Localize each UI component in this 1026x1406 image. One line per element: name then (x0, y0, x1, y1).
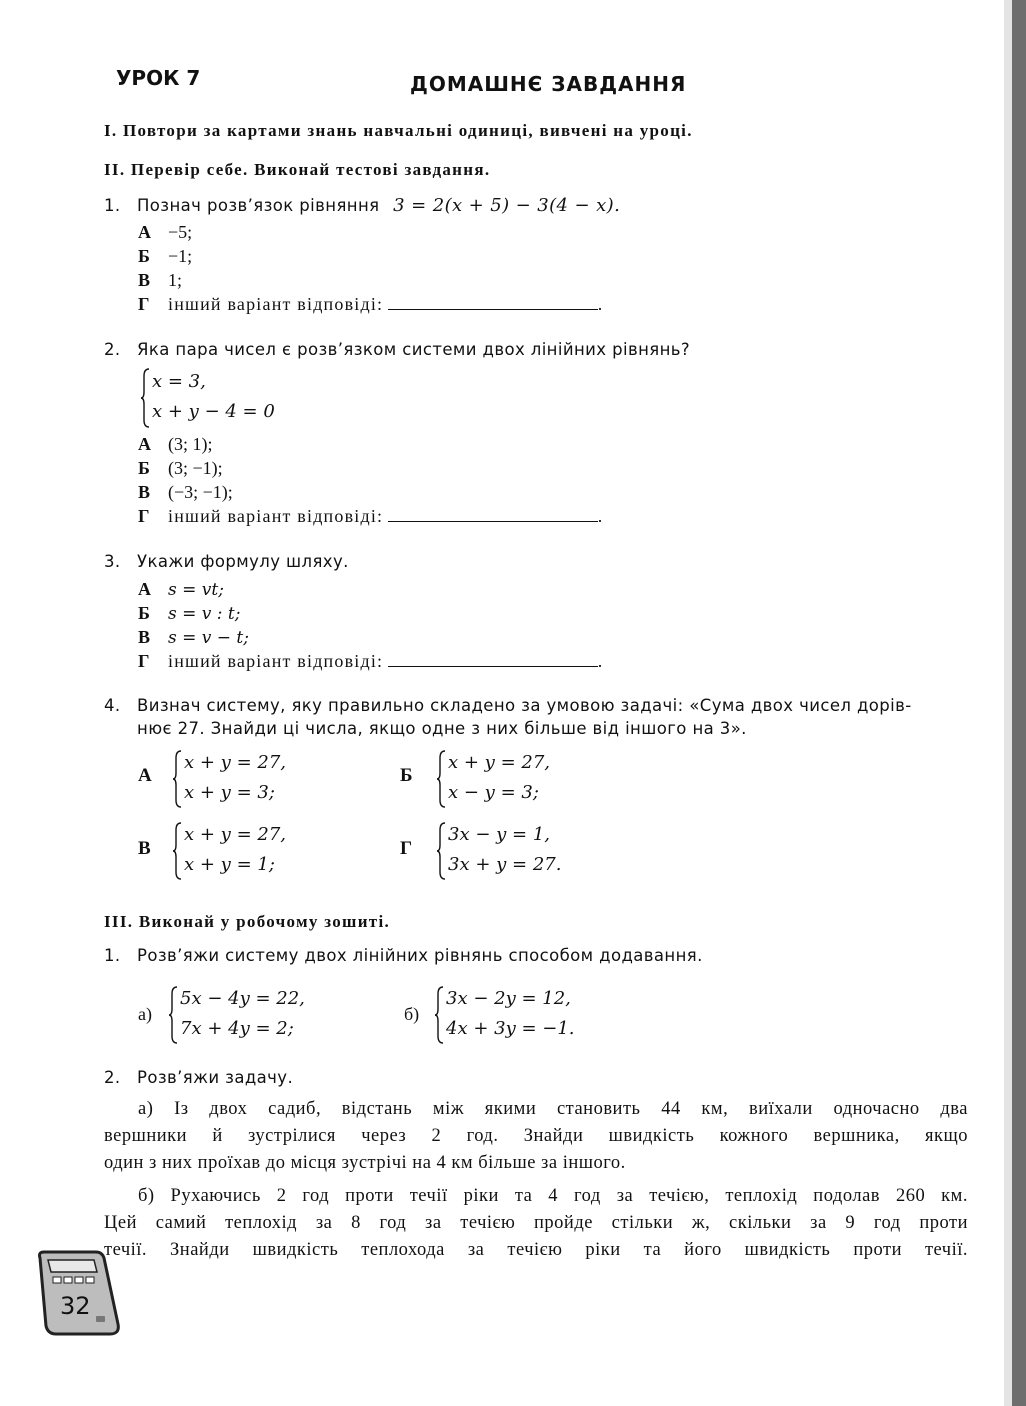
task-2b-line: б) Рухаючись 2 год проти течії ріки та 4 год за течією, теплохід подолав 260 км. (138, 1186, 968, 1206)
task-2b-line: течії. Знайди швидкість теплохода за течією ріки та його швидкість проти течії. (104, 1240, 968, 1260)
task-1b-label: б) (404, 1004, 420, 1024)
question-2-text: Яка пара чисел є розв’язком системи двох лінійних рівнянь? (137, 340, 691, 359)
page-number-badge (36, 1248, 122, 1338)
brace-icon (172, 750, 182, 808)
q4-option-a-system: x + y = 27, x + y = 3; (172, 750, 322, 808)
task-1a-label: а) (138, 1004, 152, 1024)
q1-option-a: А −5; (138, 222, 193, 242)
task-2: 2. Розв’яжи задачу. (104, 1068, 294, 1087)
answer-blank (388, 652, 598, 667)
task-2b-paragraph (104, 1183, 968, 1264)
question-1-equation: 3 = 2(x + 5) − 3(4 − x). (393, 195, 621, 216)
brace-icon (172, 822, 182, 880)
lesson-label: УРОК 7 (116, 66, 201, 90)
question-3: 3. Укажи формулу шляху. (104, 552, 349, 571)
brace-icon (168, 986, 178, 1044)
section-1-heading: I. Повтори за картами знань навчальні одиниці, вивчені на уроці. (104, 121, 693, 140)
page-edge-shadow (1004, 0, 1012, 1406)
brace-icon (434, 986, 444, 1044)
q4-option-c-system: x + y = 27, x + y = 1; (172, 822, 322, 880)
q2-option-d: Г інший варіант відповіді: . (138, 506, 603, 526)
brace-icon (140, 368, 150, 428)
q4-option-d-letter: Г (400, 838, 413, 859)
q2-option-c: В (−3; −1); (138, 482, 233, 502)
question-1-text: Познач розв’язок рівняння (137, 196, 380, 215)
answer-blank (388, 507, 598, 522)
question-4: 4. Визнач систему, яку правильно складено за умовою задачі: «Сума двох чисел дорів- (104, 696, 912, 715)
page-title: ДОМАШНЄ ЗАВДАННЯ (410, 72, 687, 96)
section-2-heading: II. Перевір себе. Виконай тестові завдання. (104, 160, 491, 179)
q4-option-c-letter: В (138, 838, 151, 859)
q3-option-a: А s = vt; (138, 579, 224, 600)
task-1a-system: 5x − 4y = 22, 7x + 4y = 2; (168, 986, 318, 1044)
q1-option-b: Б −1; (138, 246, 193, 266)
q3-option-c: В s = v − t; (138, 627, 249, 648)
q4-option-b-letter: Б (400, 765, 413, 786)
q1-option-d: Г інший варіант відповіді: . (138, 294, 603, 314)
question-2: 2. Яка пара чисел є розв’язком системи двох лінійних рівнянь? (104, 340, 691, 359)
task-1: 1. Розв’яжи систему двох лінійних рівнянь способом додавання. (104, 946, 703, 965)
task-2a-line: а) Із двох садиб, відстань між якими становить 44 км, виїхали одночасно два (138, 1099, 968, 1119)
brace-icon (436, 822, 446, 880)
q4-option-b-system: x + y = 27, x − y = 3; (436, 750, 586, 808)
task-2a-paragraph (104, 1096, 968, 1177)
q4-option-d-system: 3x − y = 1, 3x + y = 27. (436, 822, 586, 880)
section-3-heading: III. Виконай у робочому зошиті. (104, 912, 391, 931)
task-2b-line: Цей самий теплохід за 8 год за течією пройде стільки ж, скільки за 9 год проти (104, 1213, 968, 1233)
q3-option-d: Г інший варіант відповіді: . (138, 651, 603, 671)
question-1 (104, 195, 620, 216)
question-4-text-line1: Визнач систему, яку правильно складено за умовою задачі: «Сума двох чисел дорів- (137, 696, 912, 715)
page-number: 32 (60, 1292, 91, 1320)
q2-option-b: Б (3; −1); (138, 458, 223, 478)
q3-option-b: Б s = v : t; (138, 603, 241, 624)
task-2-text: Розв’яжи задачу. (137, 1068, 294, 1087)
page-edge (1012, 0, 1026, 1406)
q2-option-a: А (3; 1); (138, 434, 213, 454)
task-2a-line: один з них проїхав до місця зустрічі на 4 км більше за іншого. (104, 1153, 626, 1173)
brace-icon (436, 750, 446, 808)
answer-blank (388, 295, 598, 310)
task-1b-system: 3x − 2y = 12, 4x + 3y = −1. (434, 986, 584, 1044)
q1-option-c: В 1; (138, 270, 183, 290)
q2-system: x = 3, x + y − 4 = 0 (140, 368, 280, 428)
task-2a-line: вершники й зустрілися через 2 год. Знайди швидкість кожного вершника, якщо (104, 1126, 968, 1146)
q4-option-a-letter: А (138, 765, 152, 786)
question-1-number: 1. (104, 196, 121, 215)
question-3-text: Укажи формулу шляху. (137, 552, 349, 571)
task-1-text: Розв’яжи систему двох лінійних рівнянь способом додавання. (137, 946, 703, 965)
question-4-text-line2: нює 27. Знайди ці числа, якщо одне з них більше від іншого на 3». (137, 719, 747, 738)
